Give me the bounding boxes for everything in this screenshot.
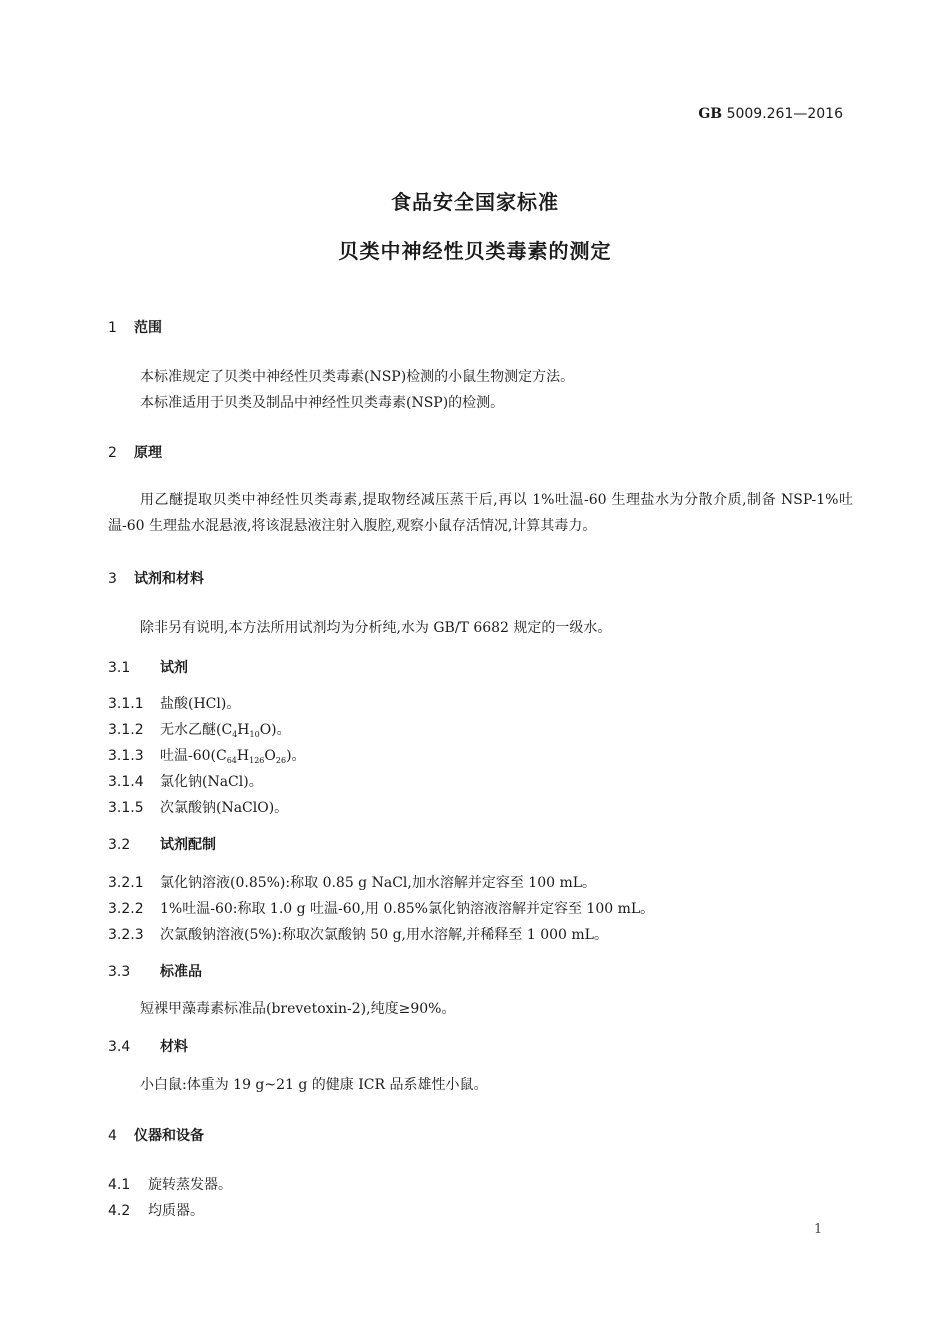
- section-2-heading: [108, 442, 162, 462]
- formula-subscript: 64: [226, 756, 237, 765]
- section-title: 原理: [134, 445, 162, 461]
- section-title: 试剂和材料: [134, 571, 204, 587]
- item-text: 旋转蒸发器。: [148, 1177, 232, 1193]
- section-number: 1: [108, 320, 117, 336]
- item-number: 3.2.1: [108, 875, 144, 891]
- item-number: 4.2: [108, 1203, 131, 1219]
- section-3-paragraph: 除非另有说明,本方法所用试剂均为分析纯,水为 GB/T 6682 规定的一级水。: [140, 620, 612, 636]
- item-text: 1%吐温-60:称取 1.0 g 吐温-60,用 0.85%氯化钠溶液溶解并定容至 100 mL。: [160, 901, 655, 917]
- subsection-number: 3.1: [108, 660, 131, 676]
- item-text: 盐酸(HCl)。: [160, 696, 241, 712]
- item-text: 次氯酸钠(NaClO)。: [160, 800, 289, 816]
- formula-part: )。: [286, 748, 306, 764]
- item-number: 3.2.2: [108, 901, 144, 917]
- section-number: 4: [108, 1128, 117, 1144]
- item-number: 3.1.2: [108, 722, 144, 738]
- section-2-paragraph: 用乙醚提取贝类中神经性贝类毒素,提取物经减压蒸干后,再以 1%吐温-60 生理盐水为分散介质,制备 NSP-1%吐温-60 生理盐水混悬液,将该混悬液注射入腹腔,观察小鼠存活情况,计算其毒力。: [108, 492, 853, 534]
- formula-part: 吐温-60(C: [160, 748, 227, 764]
- formula-part: 无水乙醚(C: [160, 722, 233, 738]
- formula-part: O: [264, 748, 276, 764]
- item-text: 氯化钠(NaCl)。: [160, 774, 263, 790]
- item-3-2-3: [108, 924, 608, 944]
- subsection-number: 3.2: [108, 837, 131, 853]
- section-4-heading: [108, 1125, 204, 1145]
- standard-code-prefix: GB: [698, 106, 723, 122]
- subsection-3-1-heading: [108, 657, 188, 677]
- item-number: 3.1.5: [108, 800, 144, 816]
- item-text: [160, 748, 306, 764]
- subsection-3-4-heading: [108, 1036, 188, 1056]
- section-1-paragraph-1: 本标准规定了贝类中神经性贝类毒素(NSP)检测的小鼠生物测定方法。: [140, 369, 575, 385]
- section-1-heading: [108, 317, 162, 337]
- subsection-number: 3.3: [108, 964, 131, 980]
- formula-part: H: [236, 748, 250, 764]
- item-3-1-5: [108, 797, 288, 817]
- item-number: 3.1.3: [108, 748, 144, 764]
- item-text: 氯化钠溶液(0.85%):称取 0.85 g NaCl,加水溶解并定容至 100 mL。: [160, 875, 597, 891]
- item-text: 次氯酸钠溶液(5%):称取次氯酸钠 50 g,用水溶解,并稀释至 1 000 mL。: [160, 927, 608, 943]
- formula-subscript: 4: [232, 730, 238, 739]
- item-3-1-4: [108, 771, 263, 791]
- subsection-title: 试剂配制: [160, 837, 216, 853]
- section-title: 仪器和设备: [134, 1128, 204, 1144]
- item-3-2-1: [108, 872, 596, 892]
- formula-subscript: 26: [275, 756, 287, 765]
- item-4-2: [108, 1200, 204, 1220]
- title-line-1: 食品安全国家标准: [391, 190, 559, 214]
- formula-subscript: 10: [249, 730, 260, 739]
- item-3-1-3: [108, 745, 306, 765]
- title-line-2: 贝类中神经性贝类毒素的测定: [338, 239, 612, 263]
- subsection-3-3-heading: [108, 961, 202, 981]
- item-3-1-2: [108, 719, 291, 739]
- section-number: 3: [108, 571, 117, 587]
- subsection-3-3-paragraph: 短裸甲藻毒素标准品(brevetoxin-2),纯度≥90%。: [140, 1001, 456, 1017]
- formula-part: O)。: [259, 722, 291, 738]
- item-3-2-2: [108, 898, 654, 918]
- item-number: 3.2.3: [108, 927, 144, 943]
- formula-part: H: [237, 722, 250, 738]
- item-text: 均质器。: [148, 1203, 204, 1219]
- standard-code: [698, 106, 843, 122]
- subsection-3-2-heading: [108, 834, 216, 854]
- subsection-3-4-paragraph: 小白鼠:体重为 19 g~21 g 的健康 ICR 品系雄性小鼠。: [140, 1077, 488, 1093]
- item-number: 4.1: [108, 1177, 131, 1193]
- item-number: 3.1.1: [108, 696, 144, 712]
- standard-code-number: 5009.261—2016: [726, 106, 843, 122]
- item-text: [160, 722, 291, 738]
- subsection-title: 标准品: [160, 964, 202, 980]
- formula-subscript: 126: [249, 756, 265, 765]
- item-3-1-1: [108, 693, 240, 713]
- subsection-title: 材料: [160, 1039, 188, 1055]
- item-4-1: [108, 1174, 232, 1194]
- subsection-number: 3.4: [108, 1039, 131, 1055]
- section-number: 2: [108, 445, 117, 461]
- section-title: 范围: [134, 320, 162, 336]
- item-number: 3.1.4: [108, 774, 144, 790]
- section-1-paragraph-2: 本标准适用于贝类及制品中神经性贝类毒素(NSP)的检测。: [140, 395, 505, 411]
- section-3-heading: [108, 568, 204, 588]
- subsection-title: 试剂: [160, 660, 188, 676]
- page-number: 1: [814, 1222, 823, 1237]
